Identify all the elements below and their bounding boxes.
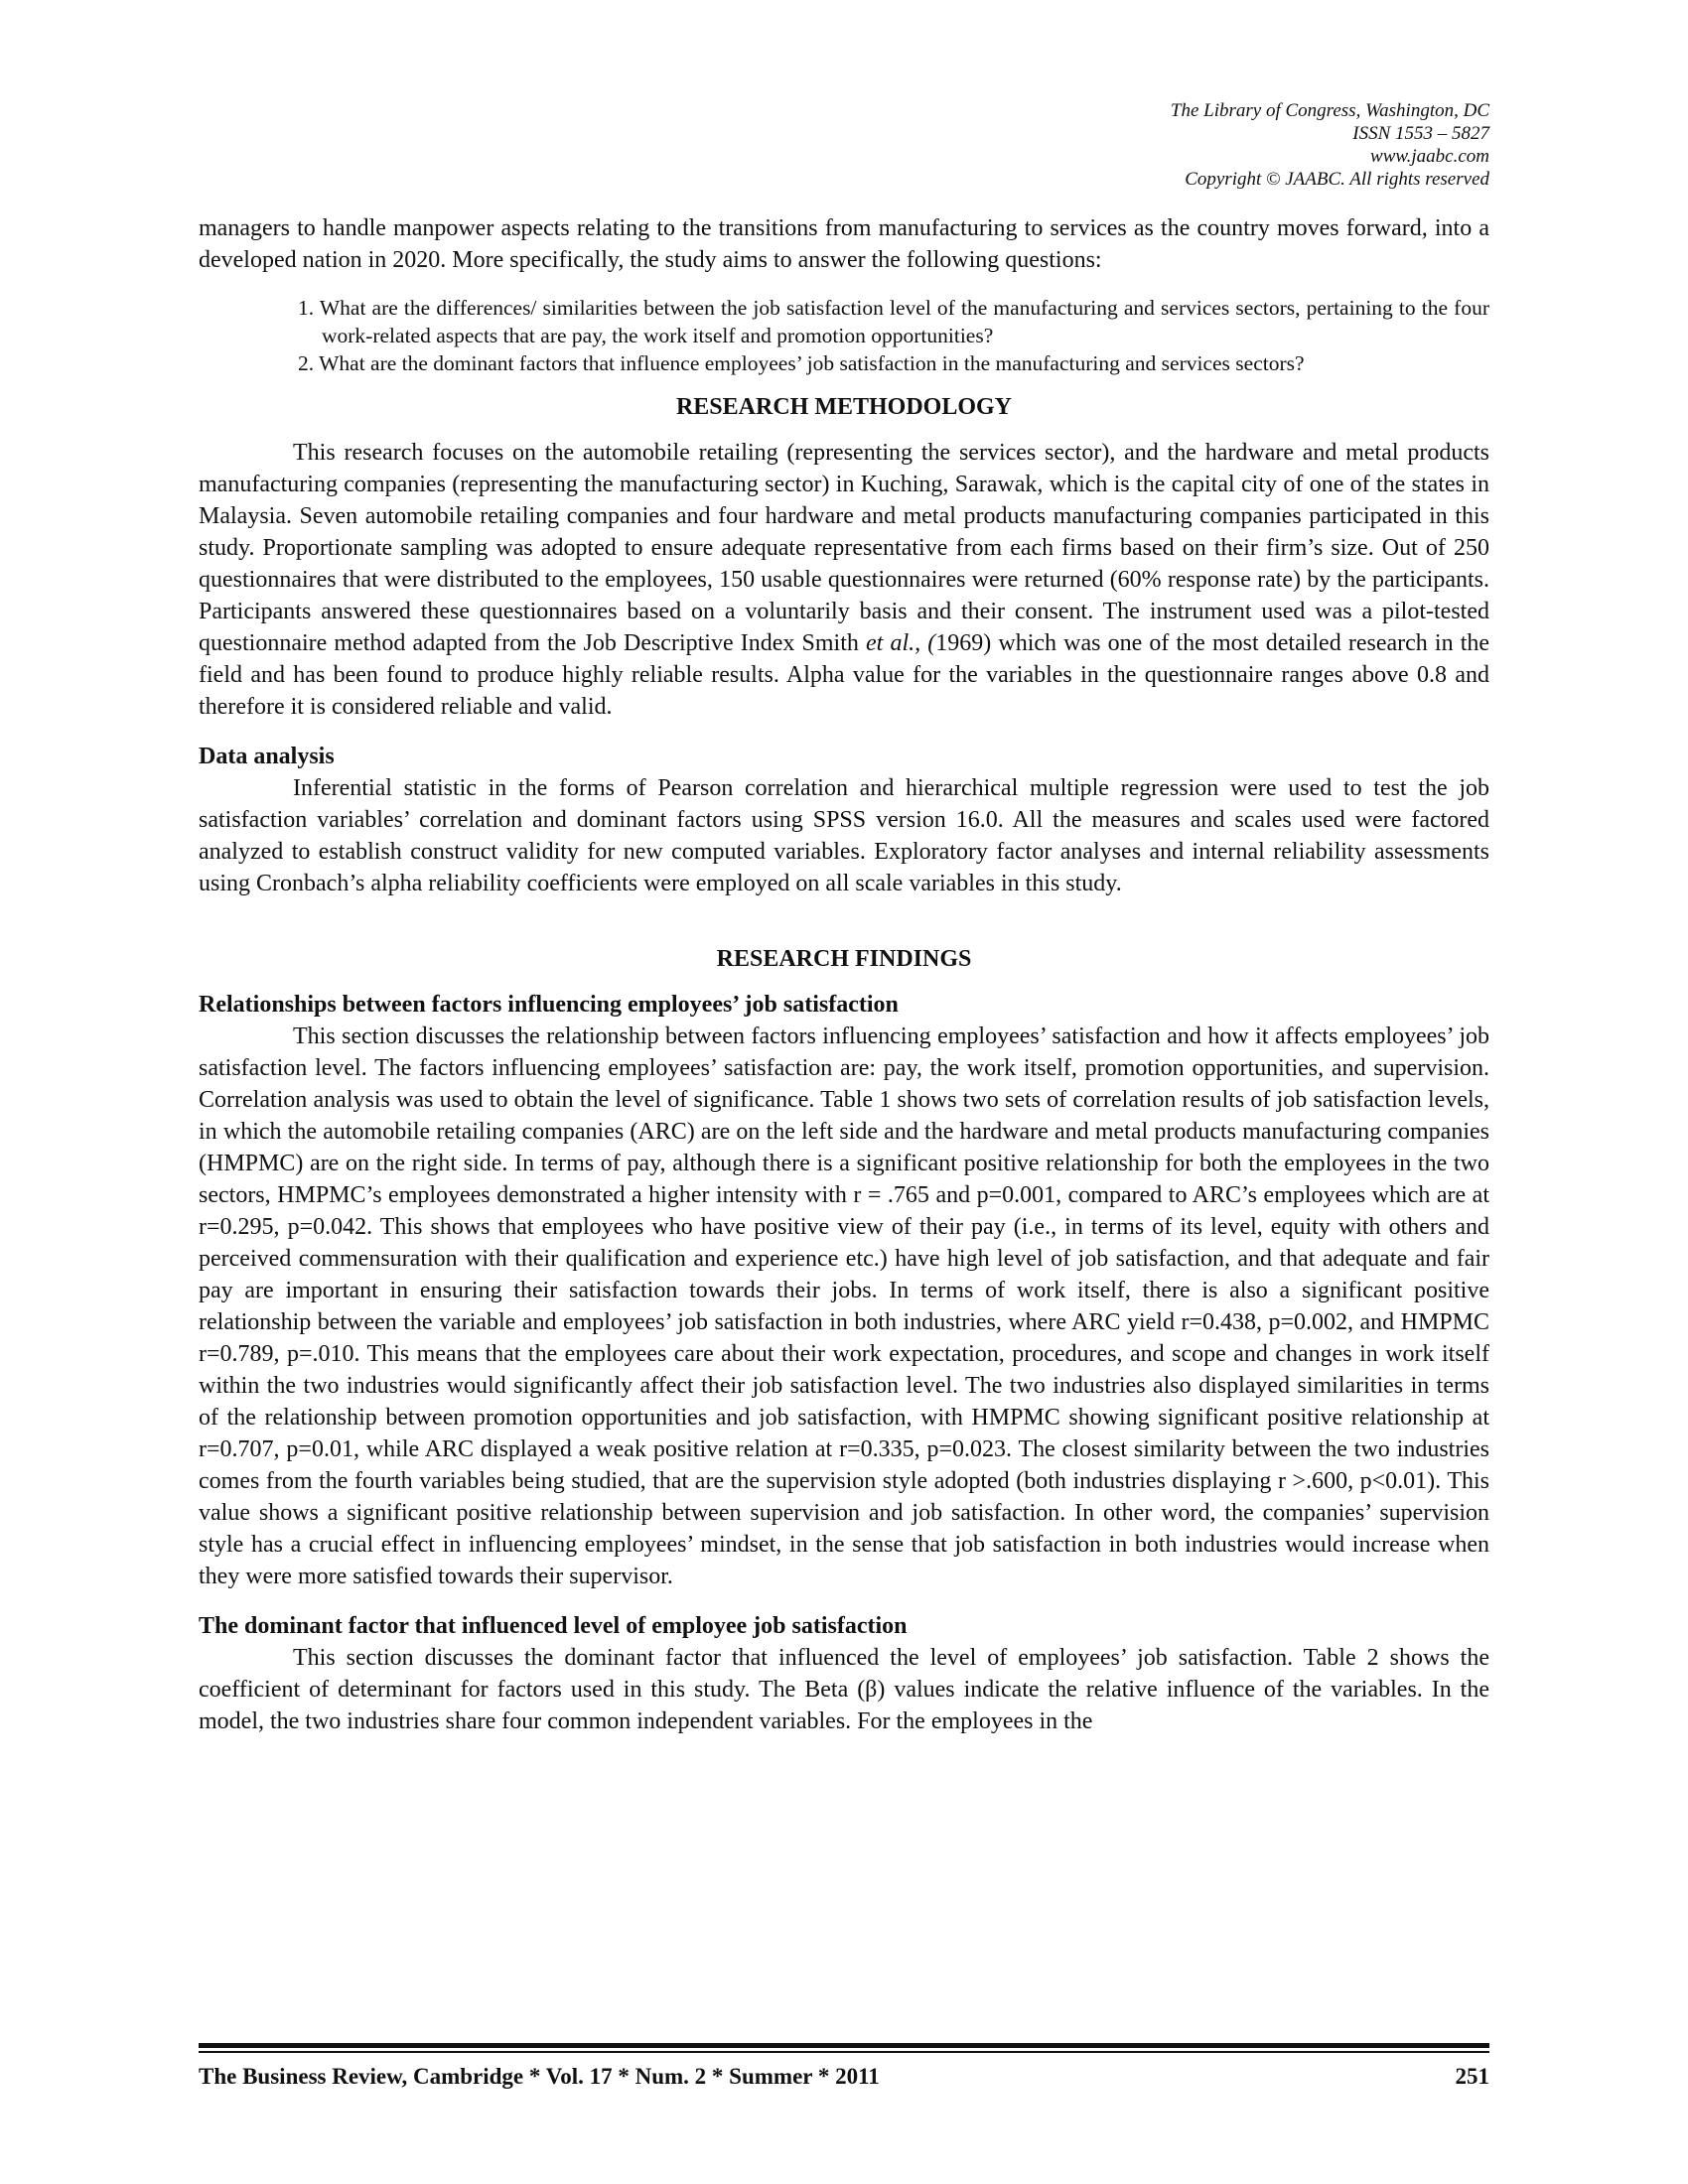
methodology-title: RESEARCH METHODOLOGY	[675, 394, 1013, 420]
question-1: 1. What are the differences/ similarities between the job satisfaction level of the manufacturing and services sectors, pertaining to the four work-related aspects that are pay, the work itself and promotion opportunities?	[298, 296, 1489, 347]
findings-title: RESEARCH FINDINGS	[716, 946, 972, 972]
dominant-factor-heading: The dominant factor that influenced level of employee job satisfaction	[199, 1613, 908, 1639]
body-text	[199, 212, 1489, 1737]
header-copyright: Copyright © JAABC. All rights reserved	[1185, 169, 1489, 190]
header-library: The Library of Congress, Washington, DC	[1170, 100, 1489, 121]
running-footer	[199, 2057, 1489, 2097]
header-website: www.jaabc.com	[1370, 146, 1489, 167]
running-header	[794, 99, 1489, 191]
dominant-factor-paragraph: This section discusses the dominant factor that influenced the level of employees’ job satisfaction. Table 2 shows the coefficient of determinant for factors used in this study. The Beta (β) values indicate the relative influence of the variables. In the model, the two industries share four common independent variables. For the employees in the	[199, 1645, 1489, 1734]
intro-paragraph: managers to handle manpower aspects relating to the transitions from manufacturing to services as the country moves forward, into a developed nation in 2020. More specifically, the study aims to answer the following questions:	[199, 215, 1489, 273]
page-number: 251	[1455, 2064, 1489, 2089]
methodology-text-2: 1969) which was one of the most detailed research in the field and has been found to produce highly reliable results. Alpha value for the variables in the questionnaire ranges above 0.8 and therefore it is considered reliable and valid.	[199, 630, 1490, 720]
methodology-citation-italic: et al., (	[866, 630, 936, 656]
footer-rule-thin	[199, 2051, 1489, 2053]
header-issn: ISSN 1553 – 5827	[1352, 123, 1489, 144]
relationships-paragraph: This section discusses the relationship between factors influencing employees’ satisfaction and how it affects employees’ job satisfaction level. The factors influencing employees’ satisfaction are: pay, the work itself, promotion opportunities, and supervision. Correlation analysis was used to obtain the level of significance. Table 1 shows two sets of correlation results of job satisfaction levels, in which the automobile retailing companies (ARC) are on the left side and the hardware and metal products manufacturing companies (HMPMC) are on the right side. In terms of pay, although there is a significant positive relationship for both the employees in the two sectors, HMPMC’s employees demonstrated a higher intensity with r = .765 and p=0.001, compared to ARC’s employees which are at r=0.295, p=0.042. This shows that employees who have positive view of their pay (i.e., in terms of its level, equity with others and perceived commensuration with their qualification and experience etc.) have high level of job satisfaction, and that adequate and fair pay are important in ensuring their satisfaction towards their jobs. In terms of work itself, there is also a significant positive relationship between the variable and employees’ job satisfaction in both industries, where ARC yield r=0.438, p=0.002, and HMPMC r=0.789, p=.010. This means that the employees care about their work expectation, procedures, and scope and changes in work itself within the two industries would significantly affect their job satisfaction level. The two industries also displayed similarities in terms of the relationship between promotion opportunities and job satisfaction, with HMPMC showing significant positive relationship at r=0.707, p=0.01, while ARC displayed a weak positive relation at r=0.335, p=0.023. The closest similarity between the two industries comes from the fourth variables being studied, that are the supervision style adopted (both industries displaying r >.600, p<0.01). This value shows a significant positive relationship between supervision and job satisfaction. In other word, the companies’ supervision style has a crucial effect in influencing employees’ mindset, in the sense that job satisfaction in both industries would increase when they were more satisfied towards their supervisor.	[199, 1024, 1489, 1589]
methodology-text-1: This research focuses on the automobile retailing (representing the services sector), and the hardware and metal products manufacturing companies (representing the manufacturing sector) in Kuching, Sarawak, which is the capital city of one of the states in Malaysia. Seven automobile retailing companies and four hardware and metal products manufacturing companies participated in this study. Proportionate sampling was adopted to ensure adequate representative from each firms based on their firm’s size. Out of 250 questionnaires that were distributed to the employees, 150 usable questionnaires were returned (60% response rate) by the participants. Participants answered these questionnaires based on a voluntarily basis and their consent. The instrument used was a pilot-tested questionnaire method adapted from the Job Descriptive Index Smith	[199, 440, 1489, 656]
data-analysis-paragraph: Inferential statistic in the forms of Pearson correlation and hierarchical multiple regression were used to test the job satisfaction variables’ correlation and dominant factors using SPSS version 16.0. All the measures and scales used were factored analyzed to establish construct validity for new computed variables. Exploratory factor analyses and internal reliability assessments using Cronbach’s alpha reliability coefficients were employed on all scale variables in this study.	[199, 775, 1489, 896]
footer-rule-thick	[199, 2043, 1489, 2048]
research-questions	[199, 294, 1489, 377]
question-2: 2. What are the dominant factors that influence employees’ job satisfaction in the manufacturing and services sectors?	[298, 351, 1305, 375]
relationships-heading: Relationships between factors influencing employees’ job satisfaction	[199, 992, 899, 1018]
methodology-paragraph	[199, 437, 1489, 723]
footer-journal: The Business Review, Cambridge * Vol. 17 * Num. 2 * Summer * 2011	[199, 2064, 880, 2089]
data-analysis-heading: Data analysis	[199, 744, 335, 769]
